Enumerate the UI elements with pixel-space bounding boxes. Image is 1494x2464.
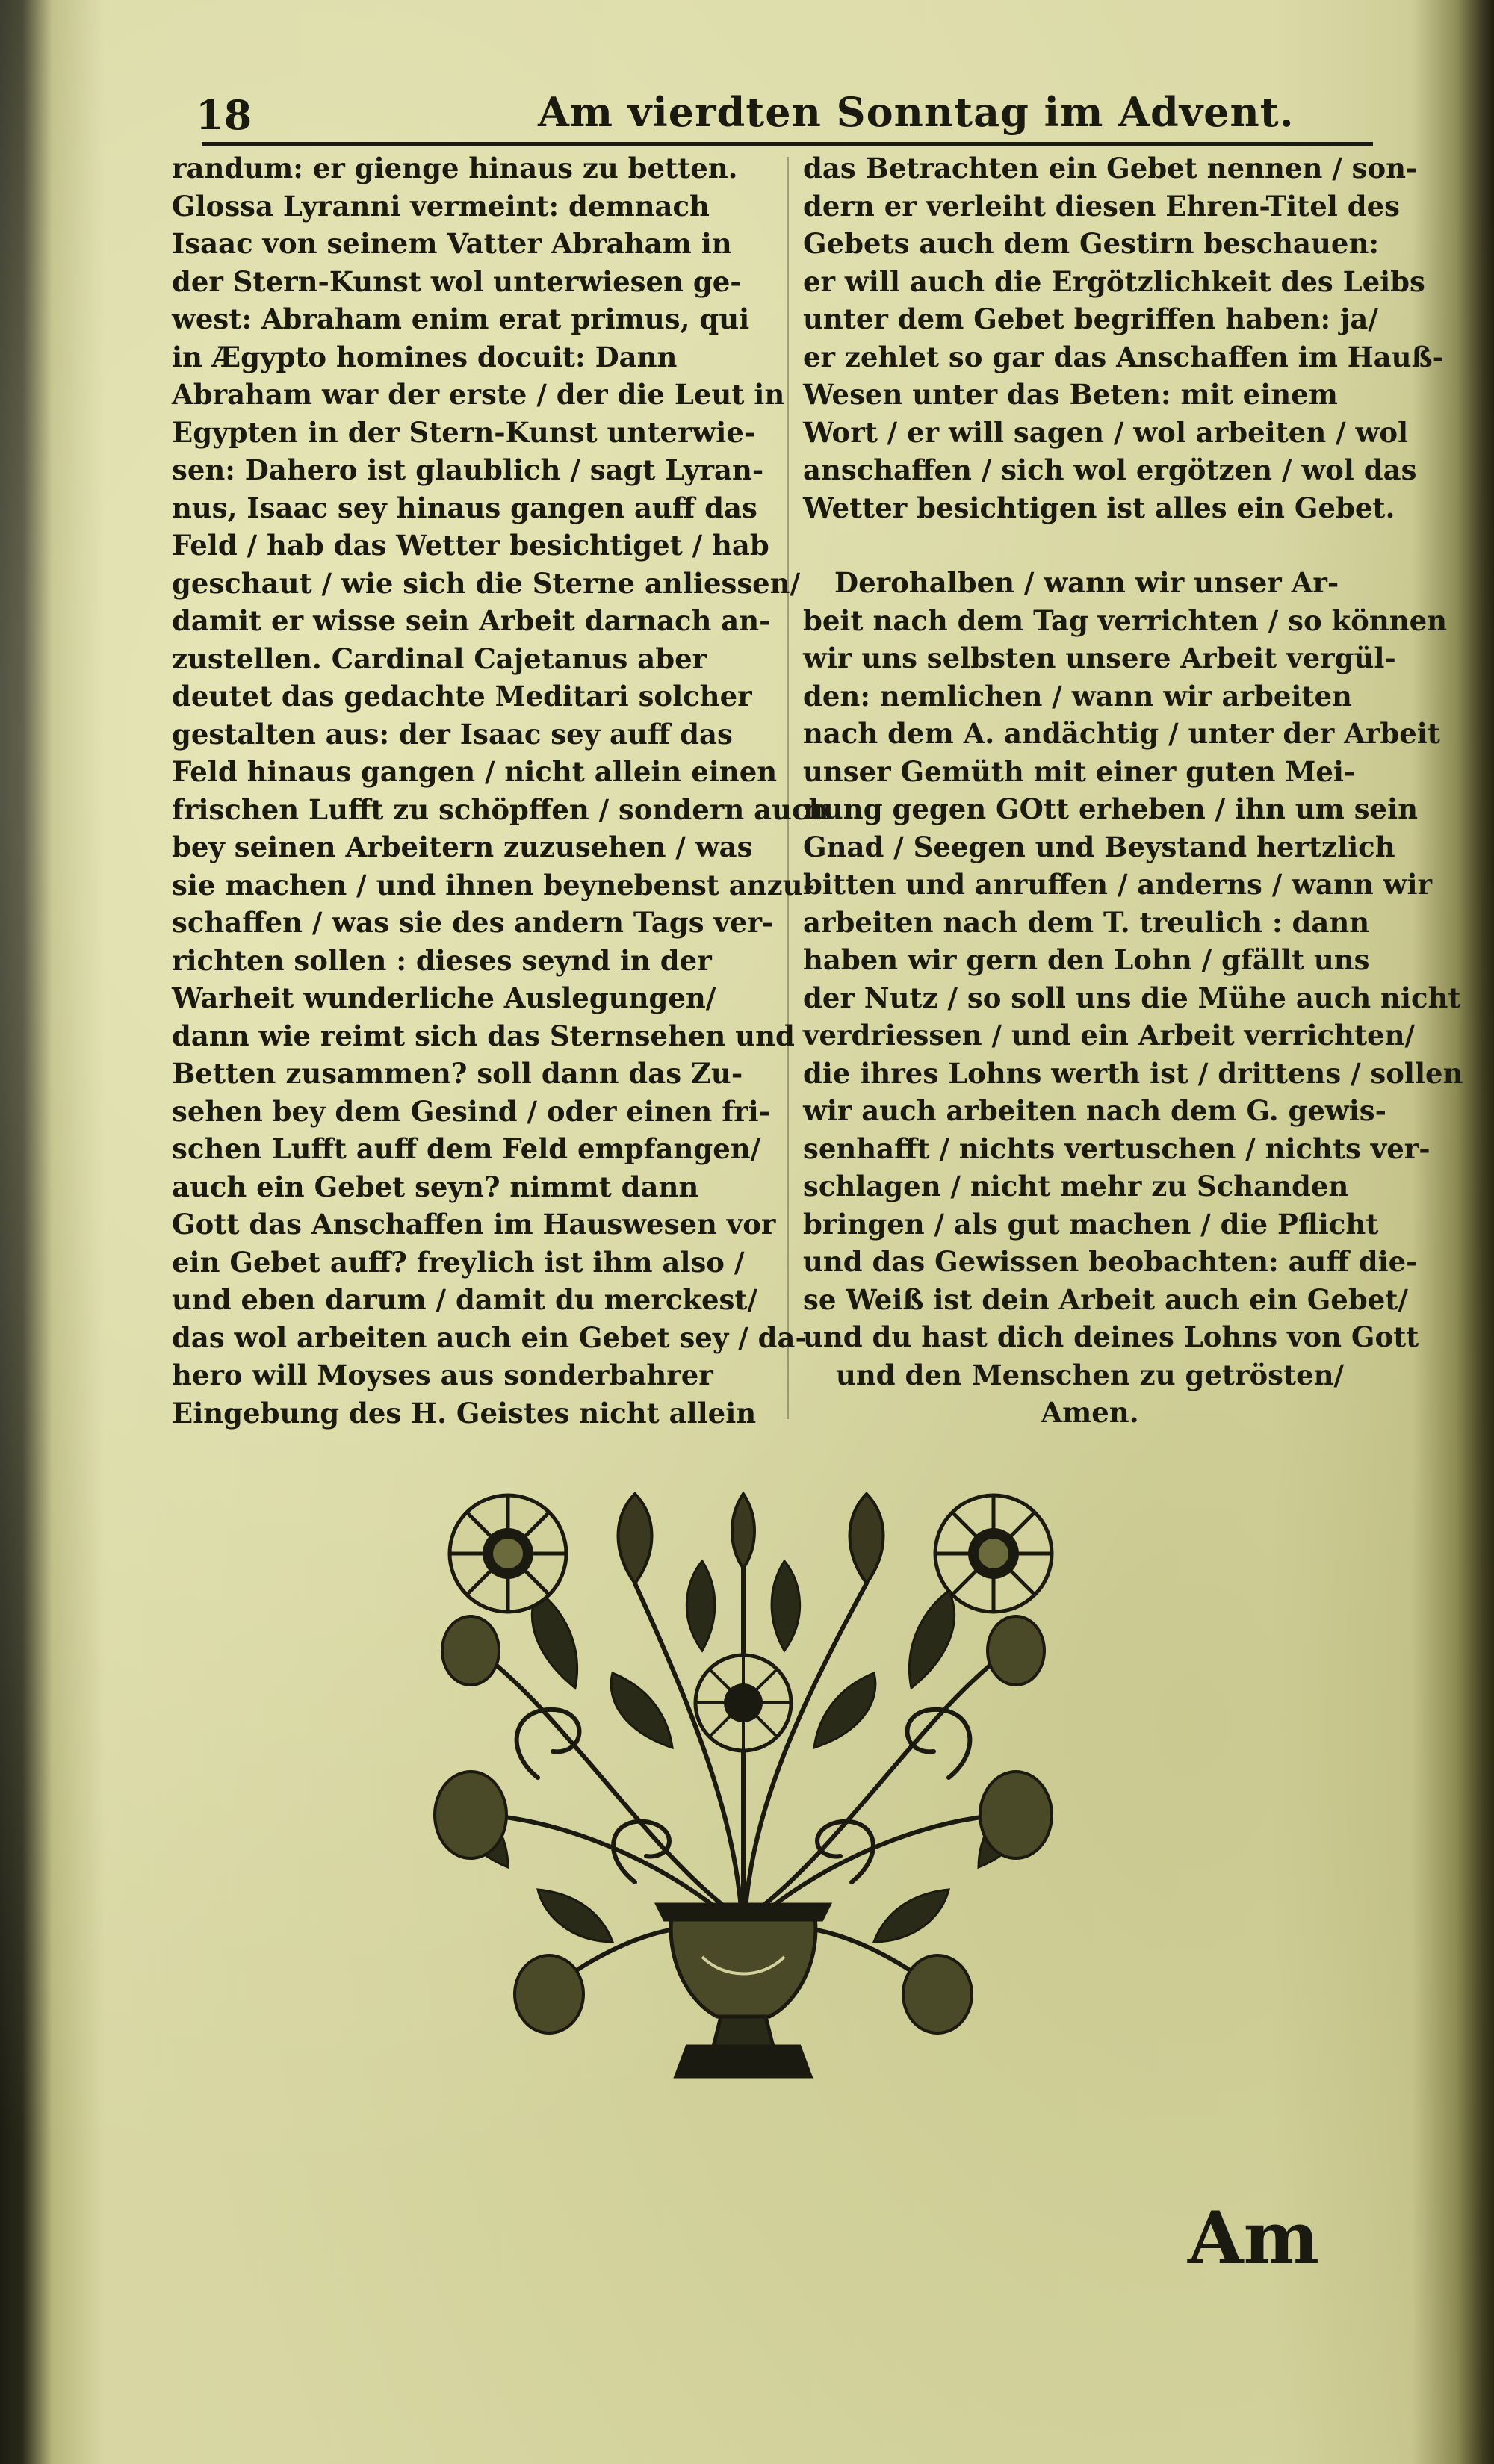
catchword: Am	[1188, 2196, 1320, 2280]
sunflower-right	[935, 1495, 1052, 1612]
sunflower-center	[695, 1655, 791, 1751]
text-line: Wesen unter das Beten: mit einem	[803, 378, 1338, 411]
text-line: unser Gemüth mit einer guten Mei-	[803, 754, 1356, 788]
text-line: Eingebung des H. Geistes nicht allein	[172, 1396, 757, 1430]
text-line: schen Lufft auff dem Feld empfangen/	[172, 1132, 761, 1165]
text-line: anschaffen / sich wol ergötzen / wol das	[803, 453, 1417, 486]
text-line: der Stern-Kunst wol unterwiesen ge-	[172, 264, 742, 298]
text-line: ein Gebet auff? freylich ist ihm also /	[172, 1245, 745, 1279]
text-line: Gott das Anschaffen im Hauswesen vor	[172, 1208, 776, 1241]
text-line: haben wir gern den Lohn / gfällt uns	[803, 943, 1370, 976]
text-line: Isaac von seinem Vatter Abraham in	[172, 227, 732, 260]
text-line: Betten zusammen? soll dann das Zu-	[172, 1057, 743, 1090]
text-line: und das Gewissen beobachten: auff die-	[803, 1245, 1418, 1278]
text-line: er will auch die Ergötzlichkeit des Leibs	[803, 264, 1425, 298]
text-line: wir auch arbeiten nach dem G. gewis-	[803, 1094, 1386, 1127]
running-head	[196, 84, 1376, 143]
text-line: Gnad / Seegen und Beystand hertzlich	[803, 830, 1395, 863]
text-line: hero will Moyses aus sonderbahrer	[172, 1359, 713, 1391]
text-line: schaffen / was sie des andern Tags ver-	[172, 906, 774, 939]
text-line: die ihres Lohns werth ist / drittens / sollen	[803, 1056, 1463, 1090]
text-line: das wol arbeiten auch ein Gebet sey / da-	[172, 1321, 807, 1354]
text-line: nung gegen GOtt erheben / ihn um sein	[803, 792, 1419, 825]
text-line: Wort / er will sagen / wol arbeiten / wol	[803, 415, 1409, 449]
text-line: Derohalben / wann wir unser Ar-	[834, 566, 1339, 599]
text-line: zustellen. Cardinal Cajetanus aber	[172, 642, 707, 675]
text-line: Feld / hab das Wetter besichtiget / hab	[172, 529, 769, 562]
text-line: dann wie reimt sich das Sternsehen und	[172, 1019, 795, 1052]
closing-amen: Amen.	[1041, 1396, 1139, 1429]
text-line: beit nach dem Tag verrichten / so können	[803, 603, 1448, 637]
text-line: randum: er gienge hinaus zu betten.	[172, 152, 738, 184]
paragraph-gap	[803, 527, 1377, 564]
text-line: deutet das gedachte Meditari solcher	[172, 680, 752, 713]
text-line: und eben darum / damit du merckest/	[172, 1283, 757, 1316]
text-line: frischen Lufft zu schöpffen / sondern auch	[172, 792, 829, 826]
text-line: Feld hinaus gangen / nicht allein einen	[172, 755, 778, 788]
text-line: Egypten in der Stern-Kunst unterwie-	[172, 415, 756, 449]
vase	[657, 1905, 829, 2076]
text-line: wir uns selbsten unsere Arbeit vergül-	[803, 642, 1396, 674]
text-line: arbeiten nach dem T. treulich : dann	[803, 905, 1370, 939]
text-line: richten sollen : dieses seynd in der	[172, 943, 712, 977]
text-line: nus, Isaac sey hinaus gangen auff das	[172, 491, 757, 524]
text-line: das Betrachten ein Gebet nennen / son-	[803, 152, 1418, 184]
text-line: senhafft / nichts vertuschen / nichts ver-	[803, 1132, 1431, 1165]
text-line: west: Abraham enim erat primus, qui	[172, 302, 750, 335]
right-column	[803, 149, 1463, 1432]
floral-vase-ornament	[388, 1464, 1098, 2084]
text-line: sie machen / und ihnen beynebenst anzu-	[172, 868, 814, 901]
closing-line: und den Menschen zu getrösten/	[835, 1358, 1345, 1391]
text-line: dern er verleiht diesen Ehren-Titel des	[803, 189, 1400, 223]
text-line: auch ein Gebet seyn? nimmt dann	[172, 1170, 699, 1203]
text-line: bitten und anruffen / anderns / wann wir	[803, 868, 1433, 901]
text-line: gestalten aus: der Isaac sey auff das	[172, 717, 733, 751]
text-line: er zehlet so gar das Anschaffen im Hauß-	[803, 340, 1445, 373]
text-line: den: nemlichen / wann wir arbeiten	[803, 679, 1352, 713]
text-line: schlagen / nicht mehr zu Schanden	[803, 1170, 1349, 1202]
text-line: Abraham war der erste / der die Leut in	[172, 378, 785, 411]
text-line: nach dem A. andächtig / unter der Arbeit	[803, 717, 1440, 750]
text-line: unter dem Gebet begriffen haben: ja/	[803, 302, 1378, 335]
text-line: in Ægypto homines docuit: Dann	[172, 340, 678, 373]
page-number: 18	[196, 91, 252, 139]
running-title: Am vierdten Sonntag im Advent.	[538, 88, 1295, 136]
text-line: bey seinen Arbeitern zuzusehen / was	[172, 831, 753, 863]
header-rule	[202, 142, 1373, 146]
text-line: geschaut / wie sich die Sterne anliessen/	[172, 566, 801, 600]
text-line: verdriessen / und ein Arbeit verrichten/	[803, 1019, 1416, 1052]
text-line: se Weiß ist dein Arbeit auch ein Gebet/	[803, 1282, 1408, 1316]
text-line: Gebets auch dem Gestirn beschauen:	[803, 227, 1380, 260]
text-line: Wetter besichtigen ist alles ein Gebet.	[803, 491, 1395, 524]
text-line: der Nutz / so soll uns die Mühe auch nicht	[803, 981, 1461, 1014]
text-line: sen: Dahero ist glaublich / sagt Lyran-	[172, 453, 764, 486]
column-divider	[787, 157, 789, 1419]
text-line: Glossa Lyranni vermeint: demnach	[172, 189, 710, 223]
text-line: Warheit wunderliche Auslegungen/	[172, 981, 716, 1014]
text-line: sehen bey dem Gesind / oder einen fri-	[172, 1094, 771, 1128]
left-column	[172, 149, 829, 1432]
text-line: damit er wisse sein Arbeit darnach an-	[172, 604, 771, 637]
text-line: und du hast dich deines Lohns von Gott	[803, 1321, 1419, 1353]
text-line: bringen / als gut machen / die Pflicht	[803, 1207, 1379, 1241]
sunflower-left	[450, 1495, 566, 1612]
